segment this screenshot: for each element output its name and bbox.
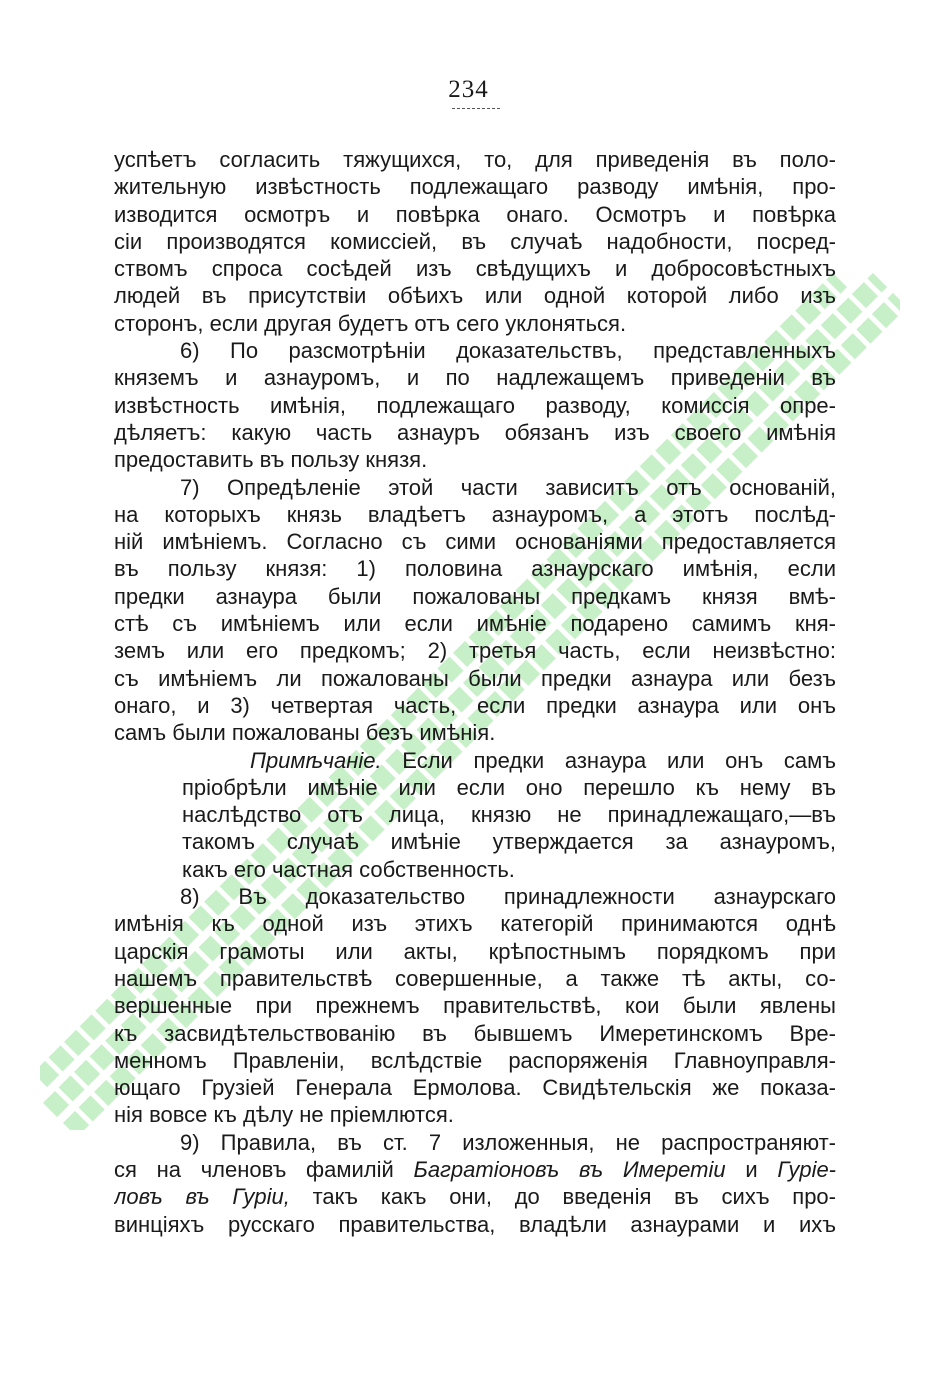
text-line: княземъ и азнауромъ, и по надлежащемъ приведеніи въ: [114, 365, 836, 391]
text-line: имѣнія къ одной изъ этихъ категорій принимаются однѣ: [114, 911, 836, 937]
text-line: дѣляетъ: какую часть азнауръ обязанъ изъ своего имѣнія: [114, 419, 836, 445]
paragraph-7-start: 7) Опредѣленіе этой части зависитъ отъ основаній,: [180, 474, 836, 500]
text-line: изводится осмотръ и повѣрка онаго. Осмотръ и повѣрка: [114, 201, 836, 227]
text-line: людей въ присутствіи обѣихъ или одной которой либо изъ: [114, 283, 836, 309]
text-fragment: такъ какъ они, до введенія въ сихъ про-: [289, 1184, 836, 1210]
text-fragment: ся на членовъ фамилій: [114, 1156, 414, 1182]
text-line: къ засвидѣтельствованію въ бывшемъ Имеретинскомъ Вре-: [114, 1020, 836, 1046]
text-line: винціяхъ русскаго правительства, владѣли азнаурами и ихъ: [114, 1211, 836, 1237]
text-line: вершенные при прежнемъ правительствѣ, кои были явлены: [114, 993, 836, 1019]
text-line: царскія грамоты или акты, крѣпостнымъ порядкомъ при: [114, 938, 836, 964]
italic-fragment: ловъ въ Гуріи,: [114, 1184, 290, 1210]
text-line: нія вовсе къ дѣлу не пріемлются.: [114, 1102, 454, 1128]
note-line: такомъ случаѣ имѣніе утверждается за азнауромъ,: [182, 829, 836, 855]
body-text: [114, 146, 836, 1238]
text-line: въ пользу князя: 1) половина азнаурскаго имѣнія, если: [114, 556, 836, 582]
note-label: Примѣчаніе.: [250, 747, 382, 773]
text-line: самъ были пожалованы безъ имѣнія.: [114, 720, 496, 746]
text-line: на которыхъ князь владѣетъ азнауромъ, а этотъ послѣд-: [114, 501, 836, 527]
note-line: пріобрѣли имѣніе или если оно перешло къ нему въ: [182, 774, 836, 800]
text-line: ній имѣніемъ. Согласно съ сими основаніями предоставляется: [114, 529, 836, 555]
text-line: предоставить въ пользу князя.: [114, 447, 428, 473]
paragraph-8-start: 8) Въ доказательство принадлежности азнаурскаго: [180, 884, 836, 910]
text-fragment: и: [725, 1156, 778, 1182]
text-line: сіи производятся комиссіей, въ случаѣ надобности, посред-: [114, 228, 836, 254]
text-line: предки азнаура были пожалованы предкамъ князя вмѣ-: [114, 583, 836, 609]
note-first-line: [114, 747, 836, 774]
text-line: нашемъ правительствѣ совершенные, а также тѣ акты, со-: [114, 965, 836, 991]
text-line: извѣстность имѣнія, подлежащаго разводу, комиссія опре-: [114, 392, 836, 418]
text-line: жительную извѣстность подлежащаго разводу имѣнія, про-: [114, 174, 836, 200]
text-line: успѣетъ согласить тяжущихся, то, для приведенія въ поло-: [114, 147, 836, 172]
note-line: наслѣдство отъ лица, князю не принадлежащаго,—въ: [182, 802, 836, 828]
text-line: съ имѣніемъ ли пожалованы были предки азнаура или безъ: [114, 665, 836, 691]
italic-fragment: Гуріе-: [777, 1156, 836, 1182]
text-line: ствомъ спроса сосѣдей изъ свѣдущихъ и добросовѣстныхъ: [114, 256, 836, 282]
text-line: земъ или его предкомъ; 2) третья часть, если неизвѣстно:: [114, 638, 836, 664]
text-line: ющаго Грузіей Генерала Ермолова. Свидѣтельскія же показа-: [114, 1075, 836, 1101]
page-number-rule: [452, 108, 500, 109]
text-line: онаго, и 3) четвертая часть, если предки азнаура или онъ: [114, 692, 836, 718]
text-line-with-italics: [114, 1156, 836, 1183]
paragraph-6-start: 6) По разсмотрѣніи доказательствъ, представленныхъ: [180, 338, 836, 364]
paragraph-9-start: 9) Правила, въ ст. 7 изложенныя, не распространяют-: [180, 1129, 836, 1155]
note-block: [114, 747, 836, 883]
text-line: сторонъ, если другая будетъ отъ сего уклоняться.: [114, 310, 627, 336]
note-line: какъ его частная собственность.: [182, 856, 515, 882]
text-line: стѣ съ имѣніемъ или если имѣніе подарено самимъ кня-: [114, 611, 836, 637]
page-number: 234: [448, 76, 489, 103]
italic-fragment: Багратіоновъ въ Имеретіи: [413, 1156, 726, 1182]
text-line: менномъ Правленіи, вслѣдствіе распоряженія Главноуправля-: [114, 1047, 836, 1073]
note-first-line-text: Если предки азнаура или онъ самъ: [381, 747, 836, 773]
text-line-with-italics: [114, 1183, 836, 1210]
